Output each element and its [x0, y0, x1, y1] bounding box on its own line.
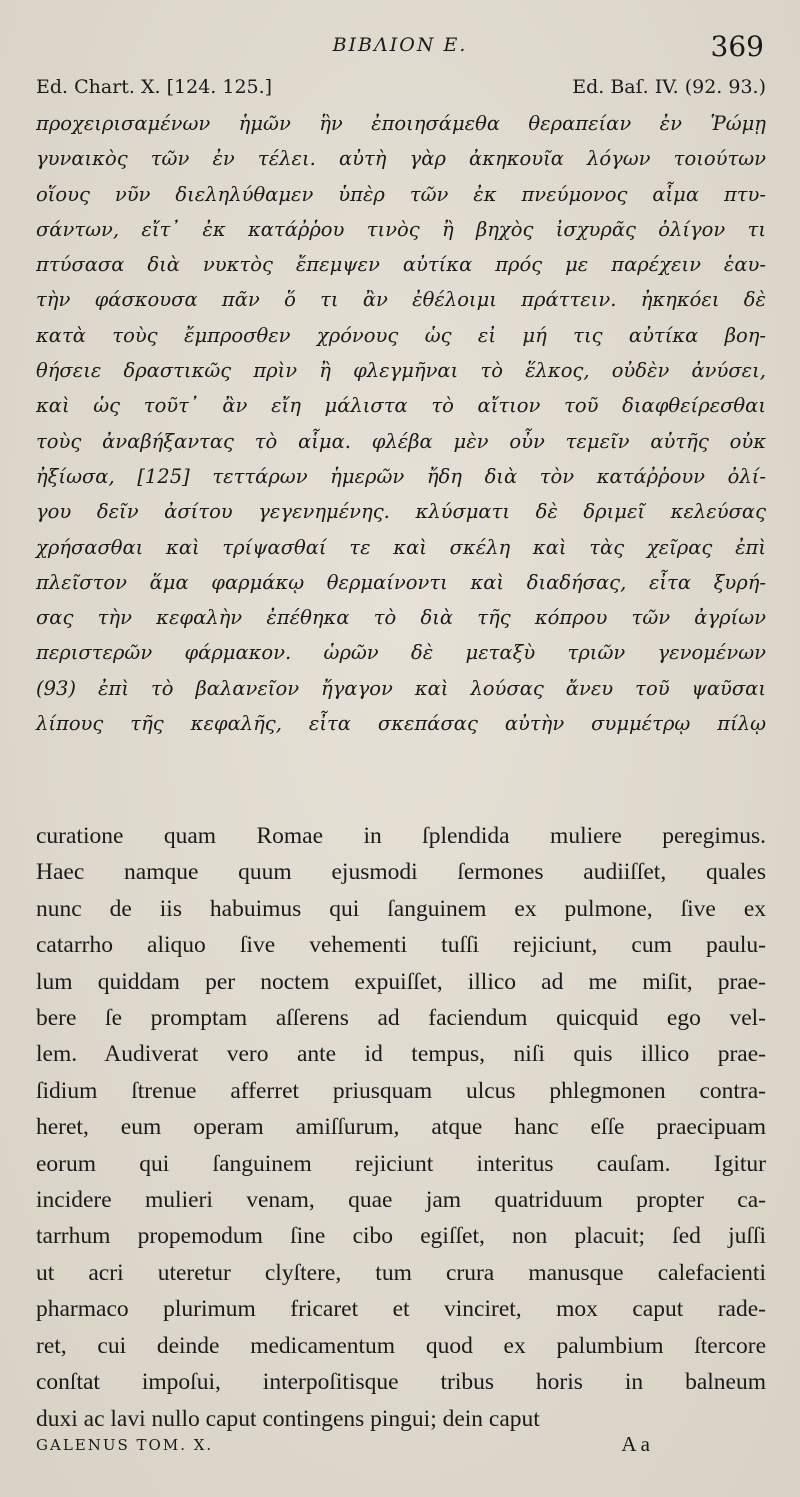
edition-chart-reference: Ed. Chart. X. [124. 125.]	[36, 76, 273, 98]
signature-line: GALENUS TOM. X.	[36, 1436, 214, 1454]
greek-text-line: θήσειε δραστικῶς πρὶν ἢ φλεγμῆναι τὸ ἕλκος, οὐδὲν ἀνύσει,	[36, 359, 766, 383]
greek-text-line: περιστερῶν φάρμακον. ὡρῶν δὲ μεταξὺ τριῶν γενομένων	[36, 641, 766, 665]
greek-text-line: χρήσασθαι καὶ τρίψασθαί τε καὶ σκέλη καὶ τὰς χεῖρας ἐπὶ	[36, 535, 766, 559]
greek-text-line: οἵους νῦν διεληλύθαμεν ὑπὲρ τῶν ἐκ πνεύμονος αἷμα πτυ-	[36, 182, 766, 206]
running-head	[0, 30, 800, 70]
page-number: 369	[710, 30, 764, 63]
latin-text-line: lem. Audiverat vero ante id tempus, niſi quis illico prae-	[36, 1041, 766, 1068]
greek-text-line: γυναικὸς τῶν ἐν τέλει. αὐτὴ γὰρ ἀκηκουῖα λόγων τοιούτων	[36, 147, 766, 171]
latin-text-line: incidere mulieri venam, quae jam quatriduum propter ca-	[36, 1187, 766, 1214]
greek-text-line: λίπους τῆς κεφαλῆς, εἶτα σκεπάσας αὐτὴν συμμέτρῳ πίλῳ	[36, 712, 766, 736]
latin-text-line: catarrho aliquo ſive vehementi tuſſi rejiciunt, cum paulu-	[36, 932, 766, 959]
latin-text-line: duxi ac lavi nullo caput contingens pingui; dein caput	[36, 1405, 540, 1432]
greek-text-line: πλεῖστον ἅμα φαρμάκῳ θερμαίνοντι καὶ διαδήσας, εἶτα ξυρή-	[36, 570, 766, 594]
signature-mark: A a	[621, 1432, 650, 1456]
greek-text-line: προχειρισαμένων ἡμῶν ἣν ἐποιησάμεθα θεραπείαν ἐν Ῥώμῃ	[36, 112, 766, 135]
latin-text-block	[36, 818, 766, 1437]
greek-text-line: καὶ ὡς τοῦτ᾽ ἂν εἴη μάλιστα τὸ αἴτιον τοῦ διαφθείρεσθαι	[36, 394, 766, 418]
greek-text-line: πτύσασα διὰ νυκτὸς ἔπεμψεν αὐτίκα πρός με παρέχειν ἑαυ-	[36, 253, 766, 277]
greek-text-line: σας τὴν κεφαλὴν ἐπέθηκα τὸ διὰ τῆς κόπρου τῶν ἀγρίων	[36, 606, 766, 630]
greek-text-line: ἠξίωσα, [125] τεττάρων ἡμερῶν ἤδη διὰ τὸν κατάῤῥουν ὀλί-	[36, 464, 766, 488]
greek-text-line: (93) ἐπὶ τὸ βαλανεῖον ἤγαγον καὶ λούσας ἄνευ τοῦ ψαῦσαι	[36, 676, 766, 700]
greek-text-line: κατὰ τοὺς ἔμπροσθεν χρόνους ὡς εἰ μή τις αὐτίκα βοη-	[36, 323, 766, 347]
latin-text-line: bere ſe promptam aſſerens ad faciendum quicquid ego vel-	[36, 1005, 766, 1032]
edition-basel-reference: Ed. Baſ. IV. (92. 93.)	[572, 76, 766, 98]
greek-text-line: τοὺς ἀναβήξαντας τὸ αἷμα. φλέβα μὲν οὖν τεμεῖν αὐτῆς οὐκ	[36, 429, 766, 453]
latin-text-line: nunc de iis habuimus qui ſanguinem ex pulmone, ſive ex	[36, 895, 766, 922]
page-footer	[36, 1432, 650, 1462]
greek-text-line: γου δεῖν ἀσίτου γεγενημένης. κλύσματι δὲ δριμεῖ κελεύσας	[36, 500, 766, 524]
latin-text-line: ſidium ſtrenue afferret priusquam ulcus phlegmonen contra-	[36, 1077, 766, 1104]
latin-text-line: conſtat impoſui, interpoſitisque tribus horis in balneum	[36, 1369, 766, 1396]
latin-text-line: pharmaco plurimum fricaret et vinciret, mox caput rade-	[36, 1296, 766, 1323]
latin-text-line: ut acri uteretur clyſtere, tum crura manusque calefacienti	[36, 1259, 766, 1286]
latin-text-line: ret, cui deinde medicamentum quod ex palumbium ſtercore	[36, 1332, 766, 1359]
greek-text-block	[36, 106, 766, 741]
latin-text-line: heret, eum operam amiſſurum, atque hanc eſſe praecipuam	[36, 1114, 766, 1141]
latin-text-line: tarrhum propemodum ſine cibo egiſſet, non placuit; ſed juſſi	[36, 1223, 766, 1250]
running-title: ΒΙΒΛΙΟΝ Ε.	[332, 34, 468, 56]
latin-text-line: lum quiddam per noctem expuiſſet, illico ad me miſit, prae-	[36, 968, 766, 995]
edition-references	[36, 76, 766, 106]
greek-text-line: σάντων, εἴτ᾽ ἐκ κατάῤῥου τινὸς ἢ βηχὸς ἰσχυρᾶς ὀλίγον τι	[36, 217, 766, 241]
latin-text-line: Haec namque quum ejusmodi ſermones audiiſſet, quales	[36, 859, 766, 886]
latin-text-line: curatione quam Romae in ſplendida muliere peregimus.	[36, 823, 766, 849]
latin-text-line: eorum qui ſanguinem rejiciunt interitus cauſam. Igitur	[36, 1150, 766, 1177]
greek-text-line: τὴν φάσκουσα πᾶν ὅ τι ἂν ἐθέλοιμι πράττειν. ἠκηκόει δὲ	[36, 288, 766, 312]
